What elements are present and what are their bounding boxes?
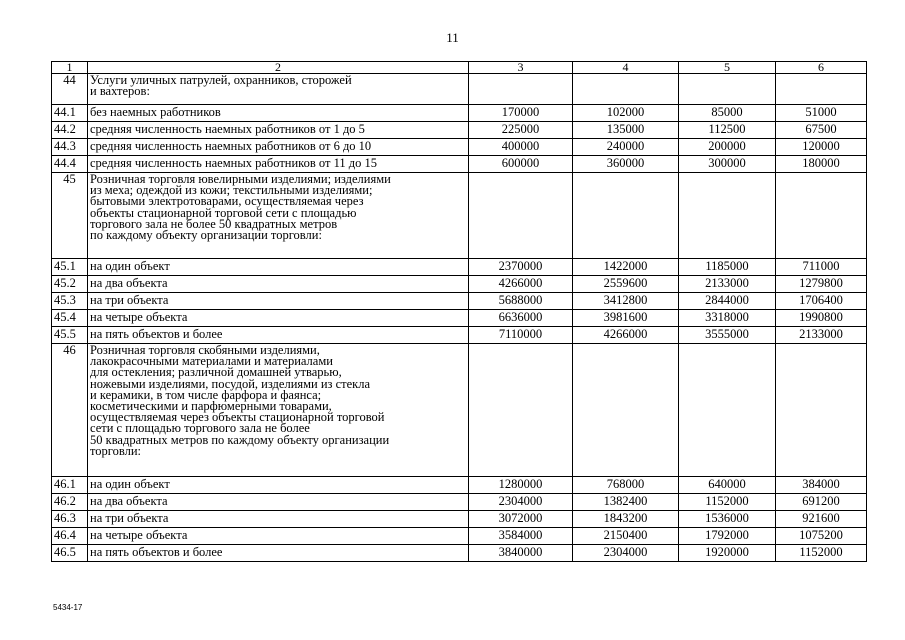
empty-value-cell [776,74,867,105]
value-cell-v3: 3840000 [469,545,573,562]
row-description: на два объекта [88,276,469,293]
description-line: 50 квадратных метров по каждому объекту организации [90,432,390,447]
row-description: на пять объектов и более [88,545,469,562]
value-cell-v4: 3412800 [573,293,679,310]
value-cell-v4: 102000 [573,105,679,122]
row-description: без наемных работников [88,105,469,122]
value-cell-v4: 3981600 [573,310,679,327]
table-row [52,545,867,562]
empty-value-cell [573,173,679,259]
value-cell-v3: 7110000 [469,327,573,344]
row-description: на один объект [88,259,469,276]
row-number: 45 [52,173,88,259]
row-description: средняя численность наемных работников от 6 до 10 [88,139,469,156]
value-cell-v5: 640000 [679,477,776,494]
value-cell-v4: 2150400 [573,528,679,545]
page-number: 11 [446,30,459,45]
value-cell-v6: 120000 [776,139,867,156]
row-description: средняя численность наемных работников от 1 до 5 [88,122,469,139]
value-cell-v6: 1075200 [776,528,867,545]
value-cell-v3: 400000 [469,139,573,156]
column-number-header: 6 [776,62,867,74]
tariff-table [51,61,867,562]
row-description: на один объект [88,477,469,494]
row-number: 45.3 [52,293,88,310]
row-number: 46.2 [52,494,88,511]
description-line: Услуги уличных патрулей, охранников, сторожей [90,73,352,87]
description-line: торговли: [90,443,142,458]
row-number: 45.1 [52,259,88,276]
empty-value-cell [573,344,679,477]
value-cell-v6: 1279800 [776,276,867,293]
row-number: 44.1 [52,105,88,122]
row-number: 46.1 [52,477,88,494]
description-line: и керамики, в том числе фарфора и фаянса; [90,387,322,402]
value-cell-v6: 1706400 [776,293,867,310]
description-line: лакокрасочными материалами и материалами [90,354,333,369]
empty-value-cell [679,74,776,105]
row-number: 44.2 [52,122,88,139]
table-row [52,511,867,528]
value-cell-v5: 3555000 [679,327,776,344]
value-cell-v3: 3072000 [469,511,573,528]
column-number-header: 1 [52,62,88,74]
value-cell-v4: 360000 [573,156,679,173]
value-cell-v4: 4266000 [573,327,679,344]
group-description [88,74,469,105]
row-description: на четыре объекта [88,310,469,327]
table-row [52,139,867,156]
value-cell-v4: 240000 [573,139,679,156]
value-cell-v5: 3318000 [679,310,776,327]
description-line: бытовыми электротоварами, осуществляемая через [90,194,364,209]
value-cell-v5: 112500 [679,122,776,139]
value-cell-v3: 3584000 [469,528,573,545]
row-description: на пять объектов и более [88,327,469,344]
value-cell-v6: 691200 [776,494,867,511]
value-cell-v3: 4266000 [469,276,573,293]
value-cell-v5: 2133000 [679,276,776,293]
description-line: Розничная торговля ювелирными изделиями; изделиями [90,172,391,186]
description-line: осуществляемая через объекты стационарной торговой [90,410,385,425]
column-number-header: 5 [679,62,776,74]
row-description: на три объекта [88,511,469,528]
row-number: 45.4 [52,310,88,327]
value-cell-v3: 170000 [469,105,573,122]
value-cell-v4: 1422000 [573,259,679,276]
row-description: на четыре объекта [88,528,469,545]
value-cell-v6: 711000 [776,259,867,276]
value-cell-v3: 2370000 [469,259,573,276]
value-cell-v6: 2133000 [776,327,867,344]
empty-value-cell [679,344,776,477]
description-line: Розничная торговля скобяными изделиями, [90,343,320,357]
table-group-row [52,344,867,477]
description-line: и вахтеров: [90,84,150,99]
value-cell-v3: 6636000 [469,310,573,327]
value-cell-v5: 1536000 [679,511,776,528]
value-cell-v4: 768000 [573,477,679,494]
row-number: 46.4 [52,528,88,545]
table-row [52,259,867,276]
value-cell-v3: 5688000 [469,293,573,310]
description-line: торгового зала не более 50 квадратных метров [90,216,338,231]
table-row [52,327,867,344]
column-number-header: 3 [469,62,573,74]
value-cell-v6: 180000 [776,156,867,173]
row-description: на три объекта [88,293,469,310]
table-row [52,528,867,545]
empty-value-cell [469,173,573,259]
value-cell-v5: 2844000 [679,293,776,310]
value-cell-v5: 1792000 [679,528,776,545]
table-row [52,156,867,173]
group-description [88,173,469,259]
value-cell-v5: 300000 [679,156,776,173]
value-cell-v3: 600000 [469,156,573,173]
row-number: 46.5 [52,545,88,562]
value-cell-v3: 1280000 [469,477,573,494]
value-cell-v3: 225000 [469,122,573,139]
value-cell-v5: 1920000 [679,545,776,562]
value-cell-v5: 1152000 [679,494,776,511]
description-line: сети с площадью торгового зала не более [90,421,310,436]
row-number: 44.3 [52,139,88,156]
table-row [52,105,867,122]
empty-value-cell [776,344,867,477]
value-cell-v4: 1843200 [573,511,679,528]
row-number: 46.3 [52,511,88,528]
table-row [52,310,867,327]
row-number: 44.4 [52,156,88,173]
value-cell-v5: 200000 [679,139,776,156]
value-cell-v4: 2559600 [573,276,679,293]
value-cell-v6: 1152000 [776,545,867,562]
value-cell-v6: 67500 [776,122,867,139]
value-cell-v5: 1185000 [679,259,776,276]
row-description: на два объекта [88,494,469,511]
empty-value-cell [469,74,573,105]
description-line: из меха; одеждой из кожи; текстильными изделиями; [90,183,373,198]
row-number: 46 [52,344,88,477]
empty-value-cell [469,344,573,477]
value-cell-v6: 384000 [776,477,867,494]
value-cell-v5: 85000 [679,105,776,122]
value-cell-v4: 135000 [573,122,679,139]
value-cell-v6: 921600 [776,511,867,528]
description-line: по каждому объекту организации торговли: [90,228,322,243]
value-cell-v6: 51000 [776,105,867,122]
description-line: ножевыми изделиями, посудой, изделиями из стекла [90,376,371,391]
table-group-row [52,173,867,259]
column-number-header: 4 [573,62,679,74]
empty-value-cell [679,173,776,259]
table-row [52,276,867,293]
table-row [52,477,867,494]
table-row [52,293,867,310]
group-description [88,344,469,477]
table-row [52,494,867,511]
value-cell-v4: 1382400 [573,494,679,511]
table-row [52,122,867,139]
table-header-row [52,62,867,74]
row-description: средняя численность наемных работников от 11 до 15 [88,156,469,173]
value-cell-v3: 2304000 [469,494,573,511]
empty-value-cell [776,173,867,259]
row-number: 45.5 [52,327,88,344]
row-number: 45.2 [52,276,88,293]
value-cell-v6: 1990800 [776,310,867,327]
empty-value-cell [573,74,679,105]
value-cell-v4: 2304000 [573,545,679,562]
description-line: объекты стационарной торговой сети с площадью [90,205,357,220]
document-code: 5434-17 [53,603,83,612]
row-number: 44 [52,74,88,105]
column-number-header: 2 [88,62,469,74]
description-line: косметическими и парфюмерными товарами, [90,399,332,414]
table-group-row [52,74,867,105]
description-line: для остекления; различной домашней утварью, [90,365,342,380]
